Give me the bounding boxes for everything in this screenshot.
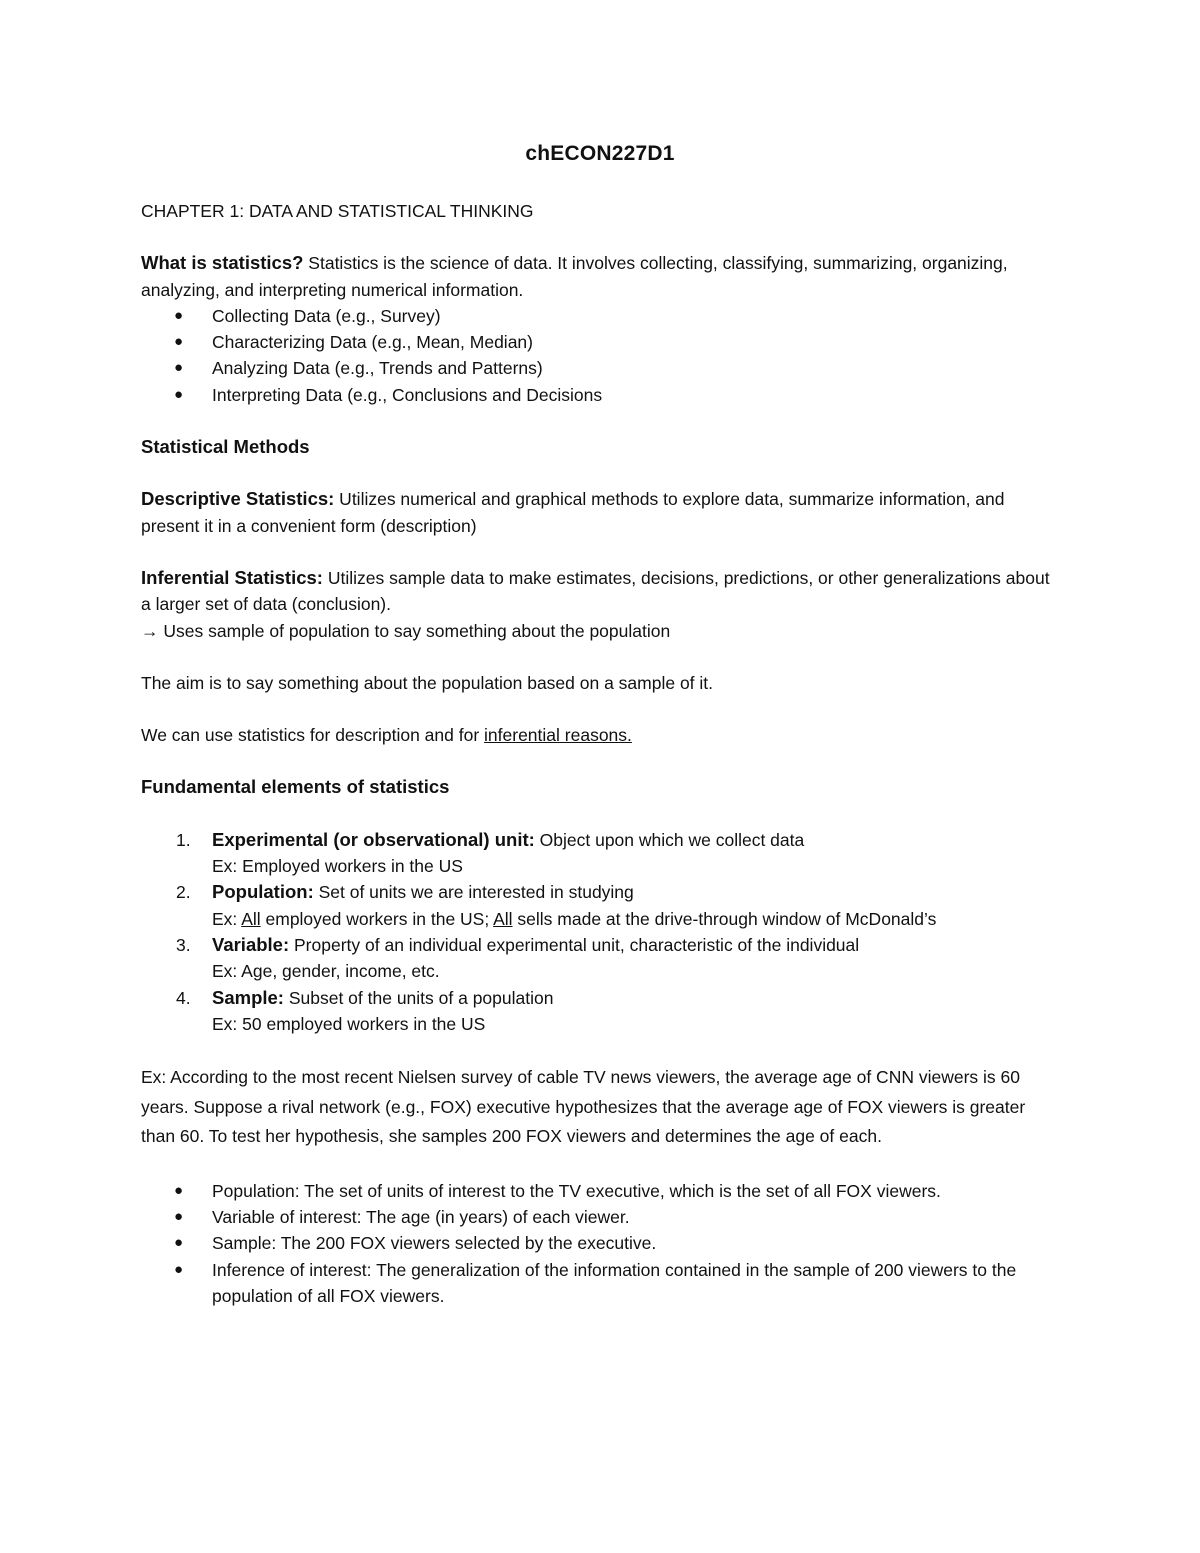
aim-paragraph: The aim is to say something about the population based on a sample of it.: [141, 672, 714, 693]
list-item: ● Characterizing Data (e.g., Mean, Median): [141, 329, 1061, 355]
item-number: 1.: [176, 829, 191, 850]
list-item: ● Population: The set of units of interest to the TV executive, which is the set of all FOX viewers.: [141, 1178, 1061, 1204]
list-item: [141, 879, 1061, 932]
item-text: Object upon which we collect data: [534, 829, 805, 850]
bullet-icon: ●: [174, 1234, 184, 1252]
what-is-label: What is statistics?: [141, 252, 304, 274]
what-is-bullet-list: [141, 303, 1061, 408]
bullet-icon: ●: [174, 333, 184, 351]
document-body: [141, 198, 1061, 1309]
example-bullet-list: [141, 1178, 1061, 1309]
inferential-text: Utilizes sample data to make estimates, decisions, predictions, or other generalizations about a larger set of data (conclusion).: [141, 567, 1050, 615]
what-is-text: Statistics is the science of data. It involves collecting, classifying, summarizing, organizing, analyzing, and interpreting numerical information.: [141, 253, 1008, 300]
list-item: ● Variable of interest: The age (in years) of each viewer.: [141, 1204, 1061, 1230]
item-example: Ex: All employed workers in the US; All sells made at the drive-through window of McDonald’s: [212, 908, 937, 929]
use-paragraph: We can use statistics for description and for inferential reasons.: [141, 725, 632, 746]
descriptive-text: Utilizes numerical and graphical methods to explore data, summarize information, and present it in a convenient form (description): [141, 489, 1005, 536]
list-item: [141, 932, 1061, 985]
list-item: ● Sample: The 200 FOX viewers selected by the executive.: [141, 1230, 1061, 1256]
bullet-icon: ●: [174, 1260, 184, 1278]
list-item: [141, 827, 1061, 880]
bullet-icon: ●: [174, 359, 184, 377]
item-text: Subset of the units of a population: [283, 987, 554, 1008]
list-item: ● Interpreting Data (e.g., Conclusions and Decisions: [141, 382, 1061, 408]
fundamentals-heading: Fundamental elements of statistics: [141, 776, 450, 798]
bullet-icon: ●: [174, 385, 184, 403]
list-item: [141, 985, 1061, 1038]
chapter-heading: CHAPTER 1: DATA AND STATISTICAL THINKING: [141, 201, 534, 221]
list-item: ● Collecting Data (e.g., Survey): [141, 303, 1061, 329]
methods-heading: Statistical Methods: [141, 436, 310, 458]
item-label: Variable:: [212, 933, 290, 955]
inferential-note: → Uses sample of population to say something about the population: [141, 620, 671, 641]
what-is-paragraph: [141, 250, 1061, 303]
list-item: ● Analyzing Data (e.g., Trends and Patterns): [141, 355, 1061, 381]
bullet-icon: ●: [174, 306, 184, 324]
item-text: Set of units we are interested in studying: [313, 882, 634, 903]
inferential-paragraph: [141, 565, 1061, 618]
item-example: Ex: Employed workers in the US: [212, 856, 463, 877]
fundamentals-list: [141, 827, 1061, 1037]
item-example: Ex: 50 employed workers in the US: [212, 1013, 486, 1034]
item-number: 2.: [176, 882, 191, 903]
inferential-label: Inferential Statistics:: [141, 566, 323, 588]
item-label: Experimental (or observational) unit:: [212, 828, 535, 850]
descriptive-label: Descriptive Statistics:: [141, 488, 335, 510]
descriptive-paragraph: [141, 486, 1061, 539]
item-label: Population:: [212, 881, 314, 903]
bullet-icon: ●: [174, 1207, 184, 1225]
item-text: Property of an individual experimental unit, characteristic of the individual: [289, 934, 860, 955]
item-label: Sample:: [212, 986, 284, 1008]
inferential-reasons-text: inferential reasons.: [484, 725, 632, 746]
bullet-icon: ●: [174, 1181, 184, 1199]
document-title: chECON227D1: [525, 142, 675, 165]
item-example: Ex: Age, gender, income, etc.: [212, 961, 440, 982]
item-number: 3.: [176, 934, 191, 955]
example-paragraph: Ex: According to the most recent Nielsen survey of cable TV news viewers, the average age of CNN viewers is 60 years. Suppose a rival network (e.g., FOX) executive hypothesizes that the average age of FOX viewers is greater than 60. To test her hypothesis, she samples 200 FOX viewers and determines the age of each.: [141, 1067, 1026, 1147]
item-number: 4.: [176, 987, 191, 1008]
list-item: ● Inference of interest: The generalization of the information contained in the sample of 200 viewers to the population of all FOX viewers.: [141, 1257, 1061, 1310]
